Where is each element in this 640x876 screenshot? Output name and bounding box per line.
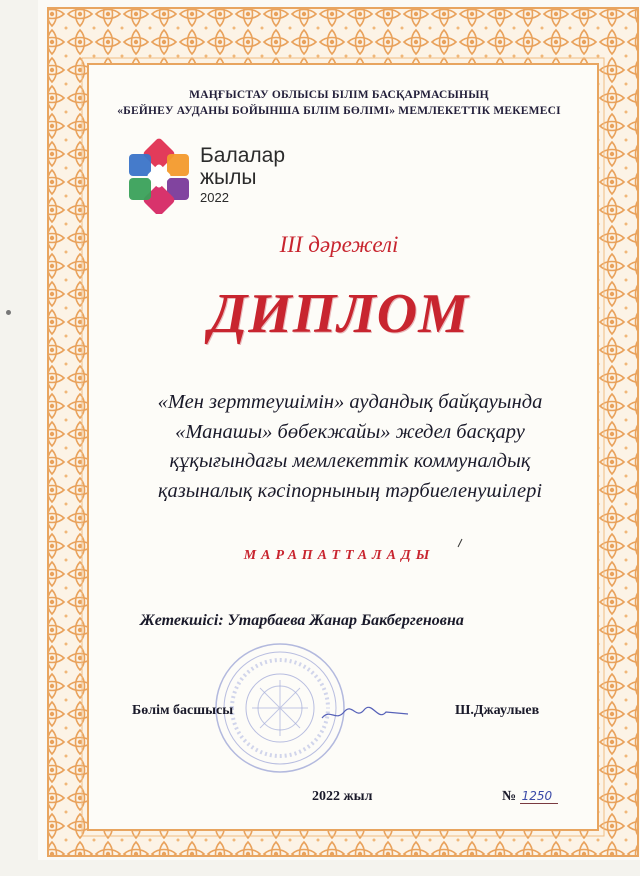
mentor-line: Жетекшісі: Утарбаева Жанар Бакбергеновна xyxy=(140,612,464,629)
number-label: № xyxy=(502,789,517,804)
diploma-title: ДИПЛОМ xyxy=(208,283,470,345)
diploma-degree: ІІІ дәрежелі xyxy=(279,232,399,257)
awarded-label: МАРАПАТТАЛАДЫ xyxy=(243,548,435,563)
logo-year: 2022 xyxy=(200,190,229,205)
balalar-jyly-logo-icon xyxy=(124,138,194,214)
body-line-4: қазыналық кәсіпорнының тәрбиеленушілері xyxy=(157,479,543,502)
department-head-label: Бөлім басшысы xyxy=(132,703,234,718)
number-value: 1250 xyxy=(520,789,559,804)
pen-mark-icon xyxy=(455,538,465,548)
body-line-3: құқығындағы мемлекеттік коммуналдық xyxy=(169,450,531,472)
department-head-name: Ш.Джаулыев xyxy=(455,703,540,718)
body-line-1: «Мен зерттеушімін» аудандық байқауында xyxy=(157,391,543,413)
body-line-2: «Манашы» бөбекжайы» жедел басқару xyxy=(175,420,525,443)
handwritten-signature-icon xyxy=(320,702,410,726)
header-line-1: МАҢҒЫСТАУ ОБЛЫСЫ БІЛІМ БАСҚАРМАСЫНЫҢ xyxy=(189,89,489,101)
paper-speck xyxy=(6,310,11,315)
organization-header xyxy=(38,87,640,119)
diploma-body xyxy=(100,388,600,506)
issue-year: 2022 жыл xyxy=(312,789,373,804)
diploma-number xyxy=(502,789,558,805)
logo-text xyxy=(200,145,285,206)
logo-line-1: Балалар xyxy=(200,144,286,167)
logo-line-2: жылы xyxy=(200,166,257,189)
header-line-2: «БЕЙНЕУ АУДАНЫ БОЙЫНША БІЛІМ БӨЛІМІ» МЕМЛЕКЕТТІК МЕКЕМЕСІ xyxy=(117,105,561,117)
